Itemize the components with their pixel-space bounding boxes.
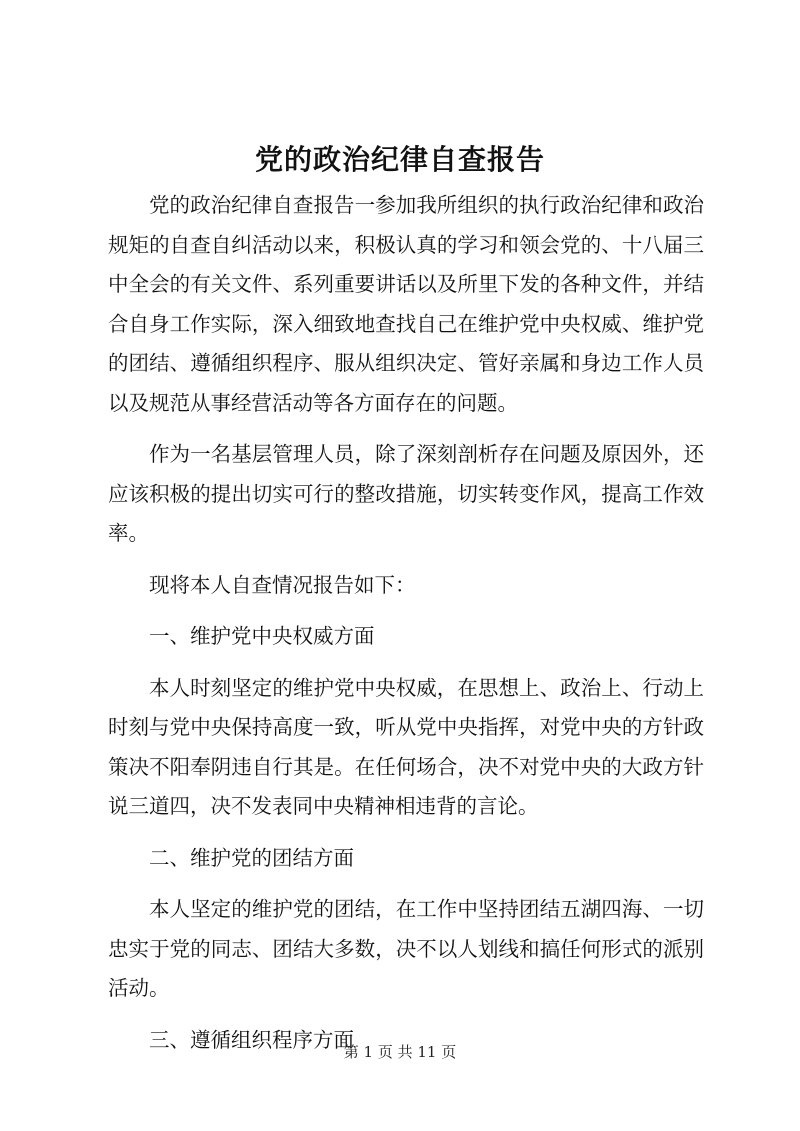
paragraph-report-intro: 现将本人自查情况报告如下： bbox=[149, 572, 416, 597]
page-footer: 第 1 页 共 11 页 bbox=[343, 1043, 457, 1061]
section-heading-3: 三、遵循组织程序方面 bbox=[149, 1027, 354, 1052]
document-title: 党的政治纪律自查报告 bbox=[254, 143, 545, 176]
paragraph-intro: 党的政治纪律自查报告一参加我所组织的执行政治纪律和政治规矩的自查自纠活动以来，积极认真的学习和领会党的、十八届三中全会的有关文件、系列重要讲话以及所里下发的各种文件，并结合自身工作实际，深入细致地查找自己在维护党中央权威、维护党的团结、遵循组织程序、服从组织决定、管好亲属和身边工作人员以及规范从事经营活动等各方面存在的问题。 bbox=[108, 193, 704, 415]
section-heading-2: 二、维护党的团结方面 bbox=[149, 845, 354, 870]
paragraph-section-2: 本人坚定的维护党的团结，在工作中坚持团结五湖四海、一切忠实于党的同志、团结大多数，决不以人划线和搞任何形式的派别活动。 bbox=[108, 897, 704, 1000]
document-body bbox=[108, 186, 704, 1060]
paragraph-section-1: 本人时刻坚定的维护党中央权威，在思想上、政治上、行动上时刻与党中央保持高度一致，听从党中央指挥，对党中央的方针政策决不阳奉阴违自行其是。在任何场合，决不对党中央的大政方针说三道四，决不发表同中央精神相违背的言论。 bbox=[108, 675, 704, 818]
paragraph-role: 作为一名基层管理人员，除了深刻剖析存在问题及原因外，还应该积极的提出切实可行的整改措施，切实转变作风，提高工作效率。 bbox=[108, 442, 704, 545]
section-heading-1: 一、维护党中央权威方面 bbox=[149, 624, 375, 648]
